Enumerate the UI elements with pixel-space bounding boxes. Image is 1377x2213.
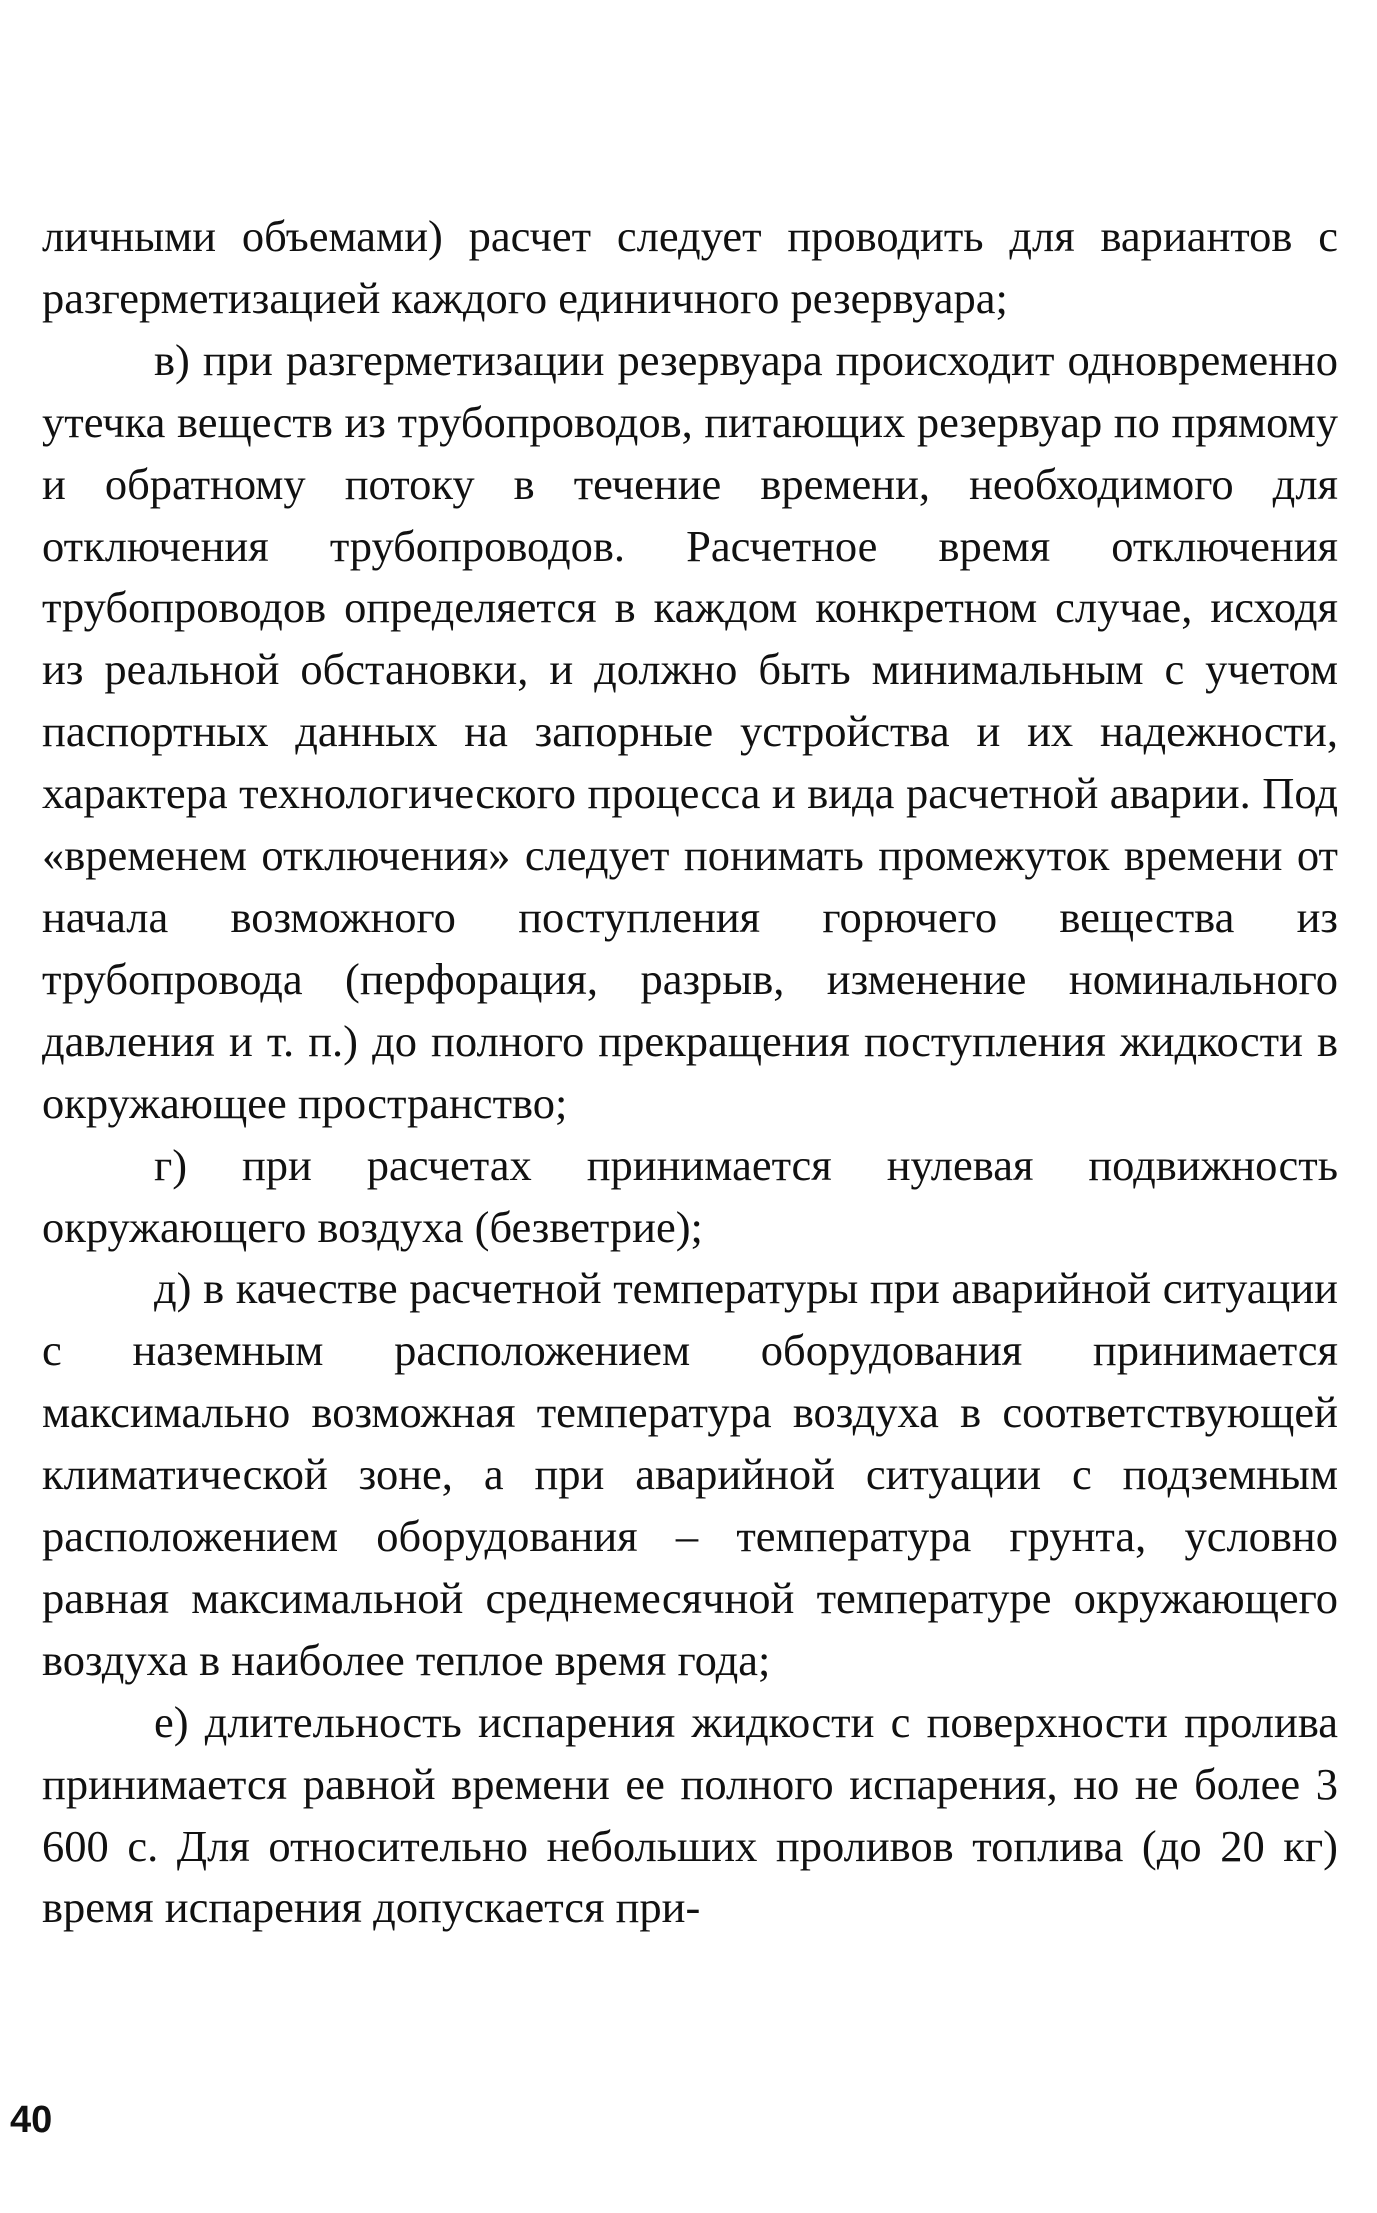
- paragraph-continuation: личными объемами) расчет следует проводить для вариантов с разгерметизацией каждого единичного резервуара;: [42, 211, 1338, 323]
- paragraph-item-e: е) длительность испарения жидкости с поверхности пролива принимается равной времени ее полного испарения, но не более 3 600 с. Для относительно небольших проливов топлива (до 20 кг) время испарения допускается при-: [42, 1696, 1338, 1933]
- paragraph-item-d: д) в качестве расчетной температуры при аварийной ситуации с наземным расположением оборудования принимается максимально возможная температура воздуха в соответствующей климатической зоне, а при аварийной ситуации с подземным расположением оборудования – температура грунта, условно равная максимальной среднемесячной температуре окружающего воздуха в наиболее теплое время года;: [42, 1263, 1338, 1685]
- page-number: 40: [10, 2099, 53, 2141]
- page-body: [42, 206, 1338, 1939]
- paragraph-item-v: в) при разгерметизации резервуара происходит одновременно утечка веществ из трубопроводов, питающих резервуар по прямому и обратному потоку в течение времени, необходимого для отключения трубопроводов. Расчетное время отключения трубопроводов определяется в каждом конкретном случае, исходя из реальной обстановки, и должно быть минимальным с учетом паспортных данных на запорные устройства и их надежности, характера технологического процесса и вида расчетной аварии. Под «временем отключения» следует понимать промежуток времени от начала возможного поступления горючего вещества из трубопровода (перфорация, разрыв, изменение номинального давления и т. п.) до полного прекращения поступления жидкости в окружающее пространство;: [42, 334, 1338, 1128]
- paragraph-item-g: г) при расчетах принимается нулевая подвижность окружающего воздуха (безветрие);: [42, 1139, 1338, 1252]
